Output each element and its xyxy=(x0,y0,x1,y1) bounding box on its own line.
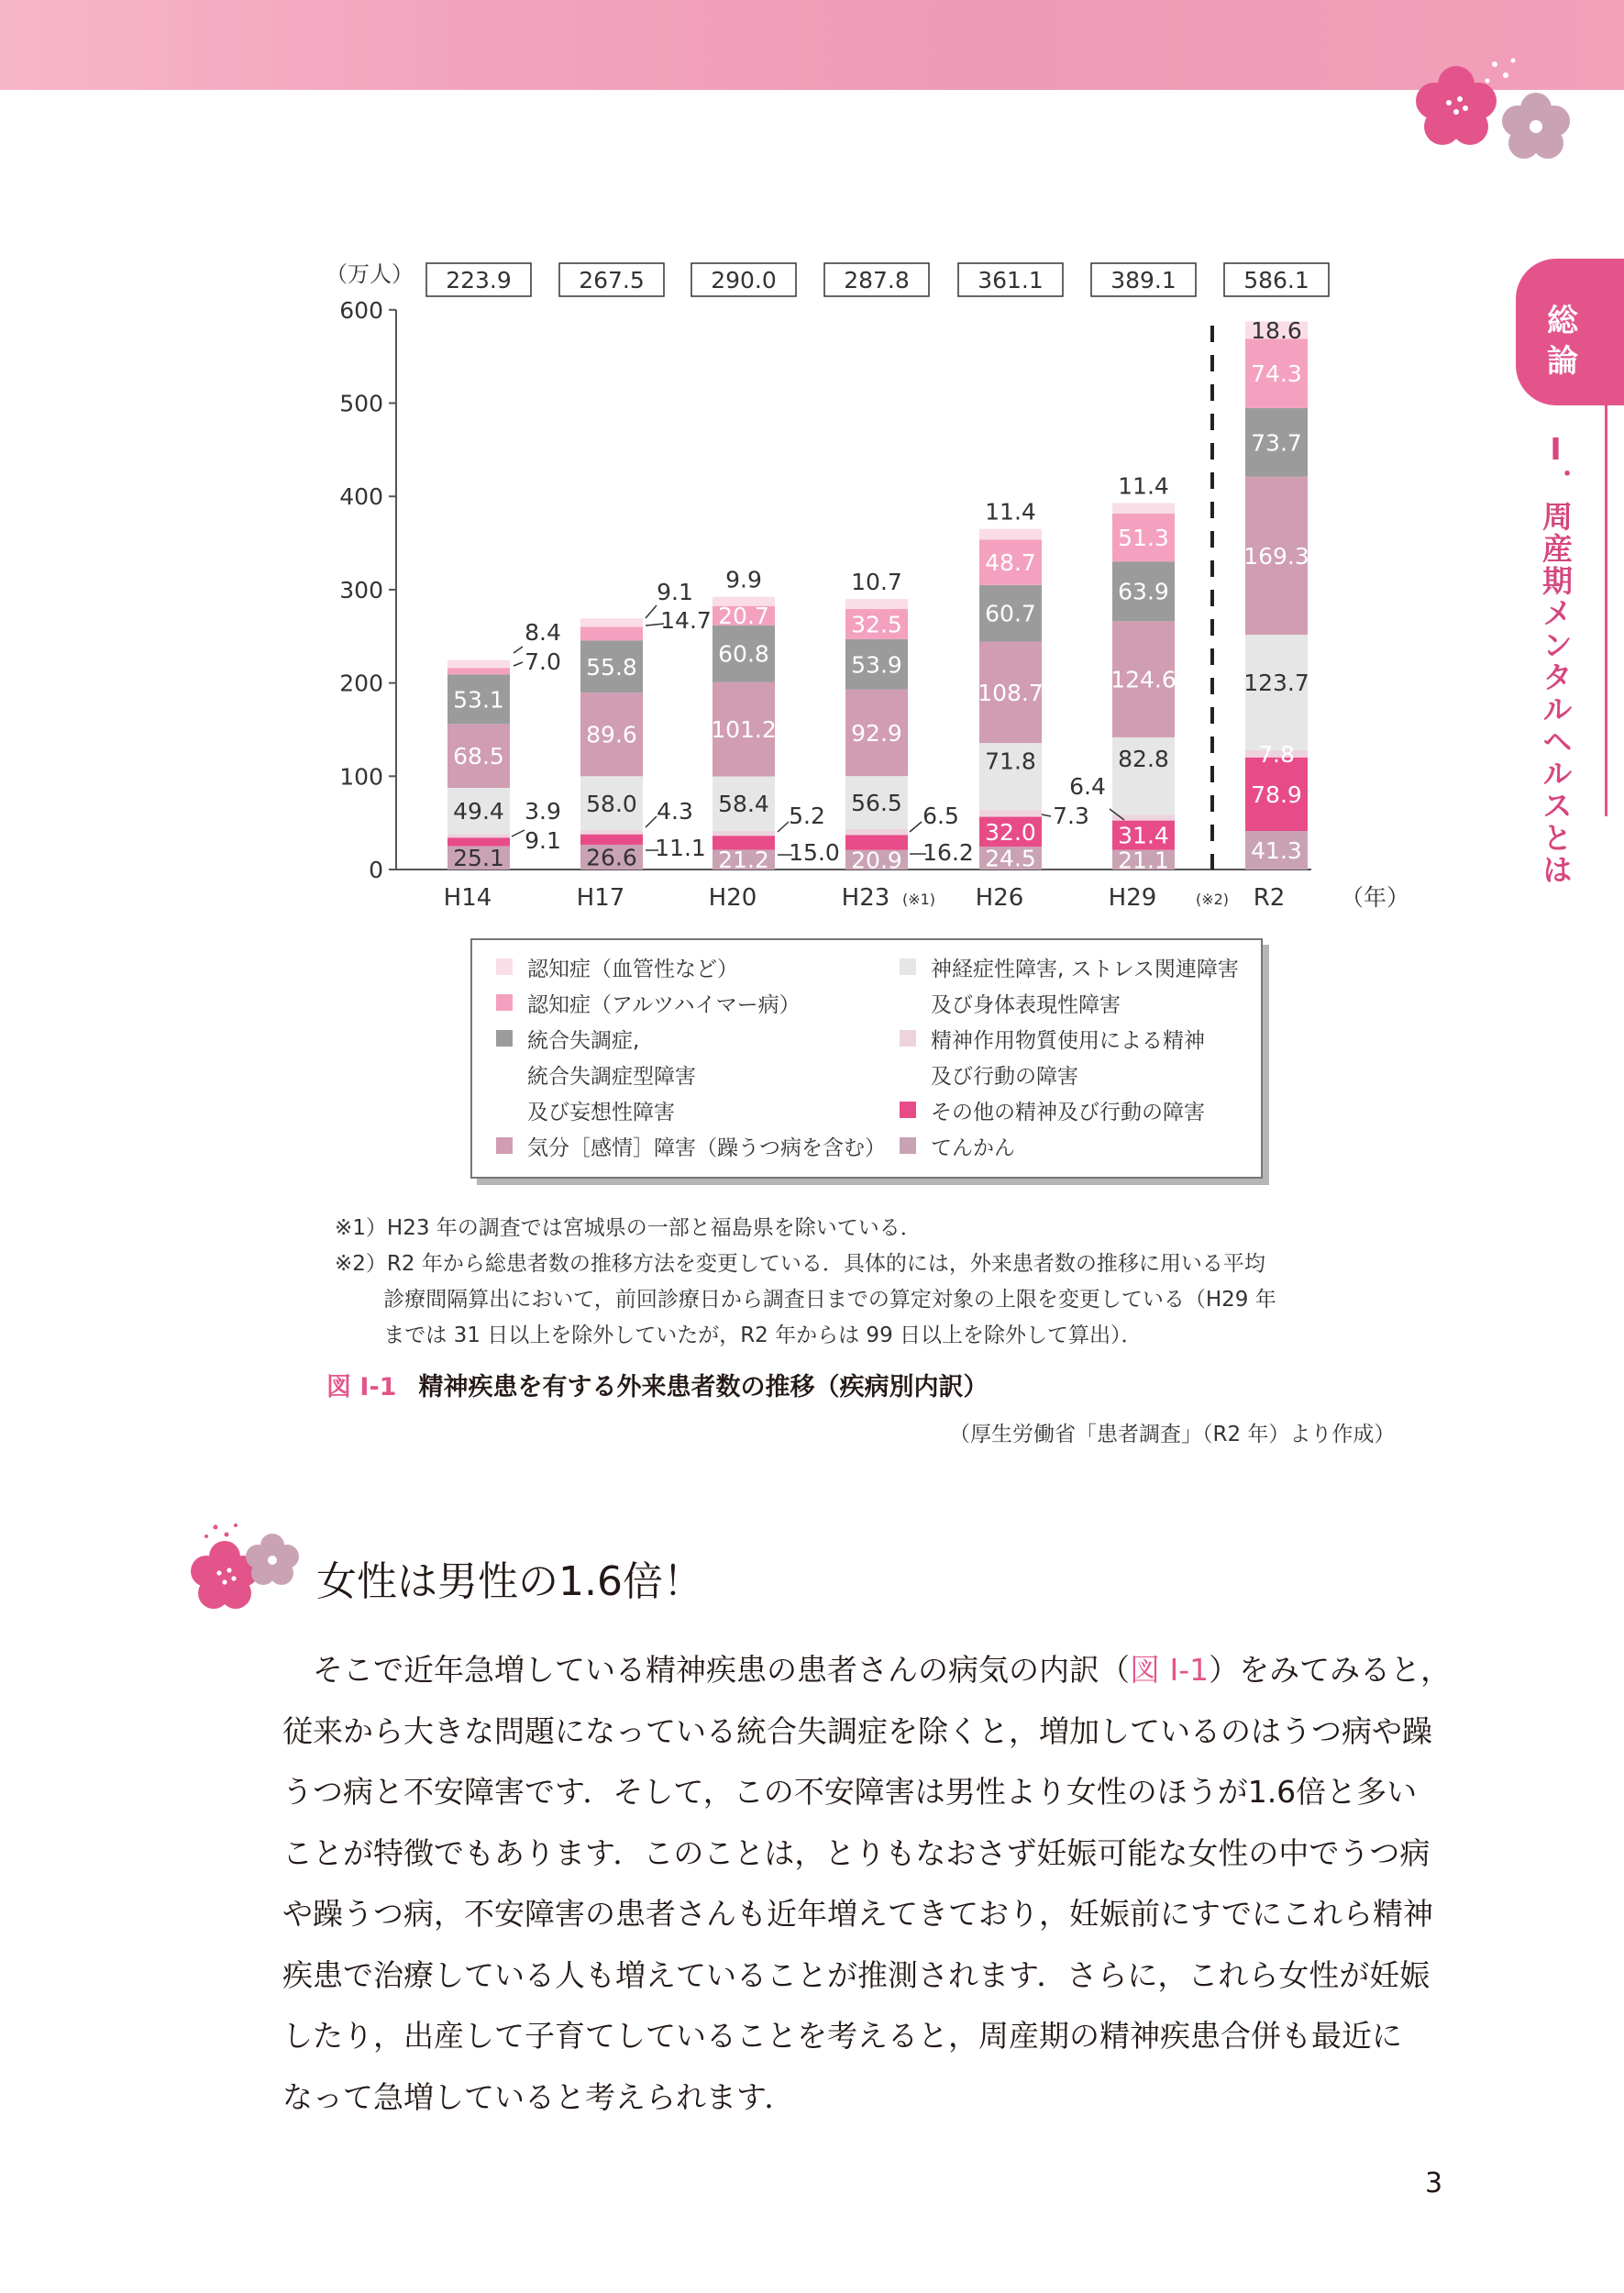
x-tick-label: H17 xyxy=(576,884,625,912)
legend-label: 神経症性障害, ストレス関連障害 xyxy=(931,958,1239,981)
data-label: 9.9 xyxy=(725,566,762,593)
data-label: 8.4 xyxy=(525,619,561,646)
bar-segment xyxy=(845,829,908,836)
data-label: 73.7 xyxy=(1251,429,1302,457)
label-leader xyxy=(646,816,657,827)
body-line: ことが特徴でもあります．このことは，とりもなおさず妊娠可能な女性の中でうつ病 xyxy=(282,1834,1431,1871)
data-label: 41.3 xyxy=(1251,836,1302,864)
body-line: なって急増していると考えられます． xyxy=(282,2078,795,2115)
data-label: 58.0 xyxy=(586,790,637,817)
figure-reference: 図 Ⅰ-1 xyxy=(1130,1652,1210,1688)
data-label: 7.8 xyxy=(1258,740,1295,768)
legend-swatch xyxy=(496,994,513,1011)
outpatient-stacked-bar-chart xyxy=(0,0,1624,936)
data-label: 124.6 xyxy=(1110,666,1177,693)
data-label: 6.5 xyxy=(922,803,959,829)
legend-label: 認知症（アルツハイマー病） xyxy=(527,993,801,1017)
data-label: 21.2 xyxy=(718,847,769,874)
bar-segment xyxy=(580,618,643,626)
body-text xyxy=(282,1640,1452,2128)
side-tab-char-2: 論 xyxy=(1547,343,1578,380)
legend-label: 気分［感情］障害（躁うつ病を含む） xyxy=(527,1136,886,1160)
y-tick-label: 0 xyxy=(369,857,383,883)
figure-caption xyxy=(326,1367,988,1402)
data-label: 10.7 xyxy=(851,568,902,595)
y-tick-label: 400 xyxy=(339,483,383,511)
data-label: 21.1 xyxy=(1118,847,1169,874)
data-label: 3.9 xyxy=(525,798,561,825)
body-line: 疾患で治療している人も増えていることが推測されます．さらに，これら女性が妊娠 xyxy=(282,1956,1431,1993)
data-label: 20.7 xyxy=(718,603,769,630)
x-tick-label: H23 xyxy=(841,884,890,912)
legend-label-cont: 及び行動の障害 xyxy=(931,1065,1078,1089)
total-label: 586.1 xyxy=(1243,267,1309,294)
y-tick-label: 300 xyxy=(339,576,383,604)
x-tick-label: H20 xyxy=(708,884,757,912)
bar-segment xyxy=(580,626,643,640)
data-label: 9.1 xyxy=(525,827,561,854)
chart-notes xyxy=(335,1211,1276,1354)
data-label: 53.1 xyxy=(453,686,504,714)
body-line-text: そこで近年急増している精神疾患の患者さんの病気の内訳（ xyxy=(282,1652,1130,1688)
data-label: 5.2 xyxy=(789,803,825,829)
note-line: までは 31 日以上を除外していたが，R2 年からは 99 日以上を除外して算出）． xyxy=(335,1324,1143,1347)
note-line: ※2）R2 年から総患者数の推移方法を変更している．具体的には，外来患者数の推移に用いる平均 xyxy=(335,1252,1265,1276)
y-axis-unit: （万人） xyxy=(326,261,414,287)
legend-label-cont: 及び身体表現性障害 xyxy=(931,993,1121,1017)
label-leader xyxy=(778,822,789,832)
data-label: 48.7 xyxy=(985,549,1036,577)
data-label: 51.3 xyxy=(1118,525,1169,552)
data-label: 24.5 xyxy=(985,845,1036,872)
legend-label-cont: 及び妄想性障害 xyxy=(527,1101,675,1124)
label-leader xyxy=(910,822,922,832)
legend-swatch xyxy=(496,1030,513,1047)
data-label: 82.8 xyxy=(1118,745,1169,772)
data-label: 11.1 xyxy=(655,835,706,861)
data-label: 169.3 xyxy=(1243,542,1309,570)
x-tick-label: R2 xyxy=(1253,884,1286,912)
data-label: 11.4 xyxy=(1118,472,1169,500)
data-label: 32.0 xyxy=(985,818,1036,846)
legend-swatch xyxy=(900,1030,916,1047)
data-label: 68.5 xyxy=(453,743,504,770)
chart-legend xyxy=(470,938,1263,1179)
data-label: 108.7 xyxy=(978,679,1044,706)
legend-swatch xyxy=(496,1137,513,1154)
bar-segment xyxy=(979,529,1042,540)
section-heading: 女性は男性の1.6倍！ xyxy=(316,1558,703,1605)
x-tick-note: (※1) xyxy=(901,891,936,908)
x-tick-label: H26 xyxy=(975,884,1024,912)
body-line: 従来から大きな問題になっている統合失調症を除くと，増加しているのはうつ病や躁 xyxy=(282,1712,1432,1749)
y-tick-label: 100 xyxy=(339,763,383,791)
legend-label: 認知症（血管性など） xyxy=(527,958,738,981)
x-tick-label: H29 xyxy=(1108,884,1157,912)
bar-segment xyxy=(979,810,1042,816)
side-tab-char-1: 総 xyxy=(1547,303,1578,339)
legend-label: てんかん xyxy=(931,1136,1015,1160)
data-label: 78.9 xyxy=(1251,781,1302,808)
data-label: 60.7 xyxy=(985,600,1036,627)
data-label: 92.9 xyxy=(851,719,902,747)
bar-segment xyxy=(1112,503,1175,514)
legend-label: その他の精神及び行動の障害 xyxy=(931,1101,1205,1124)
side-chapter-title: Ⅰ．周産期メンタルヘルスとは xyxy=(1538,431,1574,886)
data-label: 123.7 xyxy=(1243,669,1309,696)
data-label: 71.8 xyxy=(985,748,1036,775)
x-axis-unit: （年） xyxy=(1341,884,1410,911)
body-line xyxy=(282,1640,1452,1701)
data-label: 20.9 xyxy=(851,847,902,874)
page-number: 3 xyxy=(1425,2167,1443,2199)
data-label: 32.5 xyxy=(851,611,902,638)
total-label: 389.1 xyxy=(1110,267,1177,294)
data-label: 63.9 xyxy=(1118,578,1169,605)
bar-segment xyxy=(845,599,908,609)
label-leader xyxy=(512,830,525,836)
note-line: ※1）H23 年の調査では宮城県の一部と福島県を除いている． xyxy=(335,1216,922,1240)
data-label: 58.4 xyxy=(718,791,769,818)
data-label: 16.2 xyxy=(922,839,974,866)
data-label: 89.6 xyxy=(586,721,637,748)
data-label: 15.0 xyxy=(789,839,840,866)
total-label: 290.0 xyxy=(711,267,777,294)
body-line: や躁うつ病，不安障害の患者さんも近年増えてきており，妊娠前にすでにこれら精神 xyxy=(282,1896,1433,1932)
label-leader xyxy=(514,647,523,653)
data-label: 4.3 xyxy=(657,798,693,825)
total-label: 267.5 xyxy=(579,267,645,294)
data-label: 55.8 xyxy=(586,653,637,681)
figure-source: （厚生労働省「患者調査」（R2 年）より作成） xyxy=(949,1423,1396,1446)
bar-segment xyxy=(713,831,775,836)
total-label: 287.8 xyxy=(844,267,910,294)
data-label: 26.6 xyxy=(586,844,637,871)
bar-segment xyxy=(580,830,643,834)
bar-segment xyxy=(580,835,643,845)
x-tick-label: H14 xyxy=(443,884,492,912)
bar-segment xyxy=(447,668,510,674)
legend-swatch xyxy=(496,958,513,975)
data-label: 7.0 xyxy=(525,648,561,675)
data-label: 53.9 xyxy=(851,651,902,679)
figure-title: 精神疾患を有する外来患者数の推移（疾病別内訳） xyxy=(418,1373,989,1401)
legend-swatch xyxy=(900,1137,916,1154)
legend-label-cont: 統合失調症型障害 xyxy=(527,1065,696,1089)
note-line: 診療間隔算出において，前回診療日から調査日までの算定対象の上限を変更している（H29 年 xyxy=(335,1288,1276,1312)
body-line: うつ病と不安障害です．そして，この不安障害は男性より女性のほうが1.6倍と多い xyxy=(282,1774,1418,1810)
label-leader xyxy=(646,605,657,618)
bar-segment xyxy=(447,660,510,669)
data-label: 25.1 xyxy=(453,845,504,872)
data-label: 74.3 xyxy=(1251,360,1302,388)
y-tick-label: 500 xyxy=(339,390,383,417)
section-flower-icon xyxy=(188,1518,316,1628)
data-label: 7.3 xyxy=(1053,803,1089,829)
y-tick-label: 200 xyxy=(339,670,383,697)
legend-label: 精神作用物質使用による精神 xyxy=(931,1029,1205,1053)
legend-label: 統合失調症, xyxy=(527,1029,640,1053)
data-label: 14.7 xyxy=(660,607,712,634)
x-tick-note: (※2) xyxy=(1195,891,1230,908)
total-label: 361.1 xyxy=(978,267,1044,294)
data-label: 31.4 xyxy=(1118,822,1169,849)
data-label: 18.6 xyxy=(1251,316,1302,344)
y-tick-label: 600 xyxy=(339,296,383,324)
bar-segment xyxy=(447,834,510,837)
data-label: 6.4 xyxy=(1069,773,1106,800)
body-line: したり，出産して子育てしていることを考えると，周産期の精神疾患合併も最近に xyxy=(282,2018,1402,2054)
label-leader xyxy=(1042,814,1051,816)
data-label: 101.2 xyxy=(711,716,777,744)
data-label: 49.4 xyxy=(453,798,504,825)
data-label: 56.5 xyxy=(851,789,902,816)
data-label: 9.1 xyxy=(657,579,693,605)
data-label: 60.8 xyxy=(718,640,769,668)
legend-swatch xyxy=(900,958,916,975)
total-label: 223.9 xyxy=(446,267,512,294)
legend-swatch xyxy=(900,1102,916,1118)
body-line-text: ）をみてみると， xyxy=(1209,1652,1452,1688)
label-leader xyxy=(514,662,523,666)
data-label: 11.4 xyxy=(985,498,1036,526)
figure-number: 図 Ⅰ-1 xyxy=(326,1373,397,1401)
